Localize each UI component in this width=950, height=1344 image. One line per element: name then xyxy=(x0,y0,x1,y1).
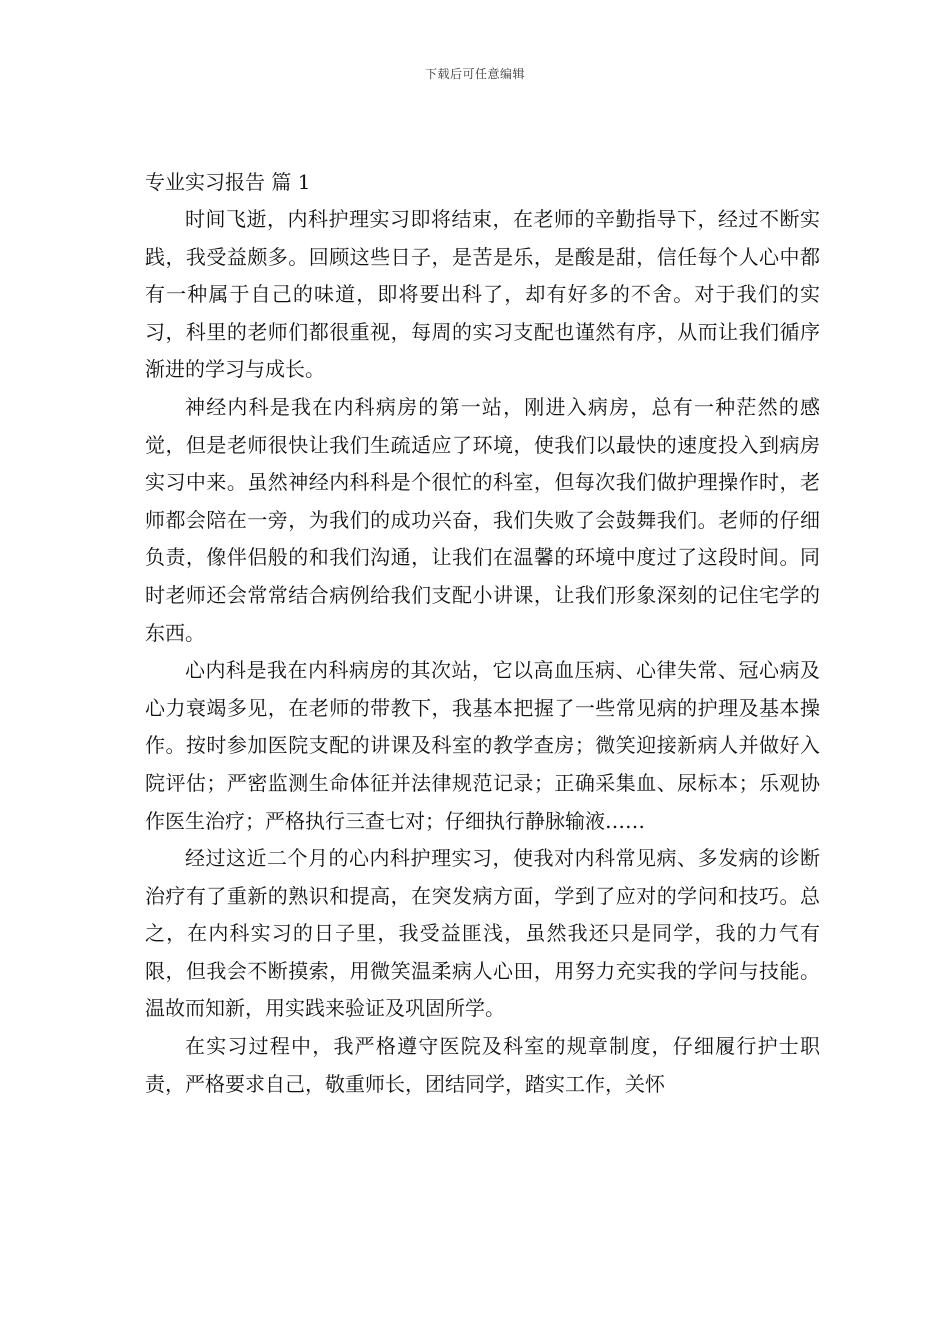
page-header: 下载后可任意编辑 xyxy=(424,67,525,81)
paragraph: 时间飞逝，内科护理实习即将结束，在老师的辛勤指导下，经过不断实践，我受益颇多。回顾这些日子，是苦是乐，是酸是甜，信任每个人心中都有一种属于自己的味道，即将要出科了，却有好多的不舍。对于我们的实习，科里的老师们都很重视，每周的实习支配也谨然有序，从而让我们循序渐进的学习与成长。 xyxy=(145,207,820,382)
paragraph: 经过这近二个月的心内科护理实习，使我对内科常见病、多发病的诊断治疗有了重新的熟识和提高，在突发病方面，学到了应对的学问和技巧。总之，在内科实习的日子里，我受益匪浅，虽然我还只是同学，我的力气有限，但我会不断摸索，用微笑温柔病人心田，用努力充实我的学问与技能。温故而知新，用实践来验证及巩固所学。 xyxy=(145,846,820,1021)
document-body xyxy=(145,164,820,1103)
document-title: 专业实习报告 篇 1 xyxy=(145,170,311,194)
paragraph: 在实习过程中，我严格遵守医院及科室的规章制度，仔细履行护士职责，严格要求自己，敬重师长，团结同学，踏实工作，关怀 xyxy=(145,1034,820,1096)
paragraph: 心内科是我在内科病房的其次站，它以高血压病、心律失常、冠心病及心力衰竭多见，在老师的带教下，我基本把握了一些常见病的护理及基本操作。按时参加医院支配的讲课及科室的教学查房；微笑迎接新病人并做好入院评估；严密监测生命体征并法律规范记录；正确采集血、尿标本；乐观协作医生治疗；严格执行三查七对；仔细执行静脉输液…… xyxy=(145,658,820,833)
paragraph: 神经内科是我在内科病房的第一站，刚进入病房，总有一种茫然的感觉，但是老师很快让我们生疏适应了环境，使我们以最快的速度投入到病房实习中来。虽然神经内科科是个很忙的科室，但每次我们做护理操作时，老师都会陪在一旁，为我们的成功兴奋，我们失败了会鼓舞我们。老师的仔细负责，像伴侣般的和我们沟通，让我们在温馨的环境中度过了这段时间。同时老师还会常常结合病例给我们支配小讲课，让我们形象深刻的记住宅学的东西。 xyxy=(145,394,820,645)
